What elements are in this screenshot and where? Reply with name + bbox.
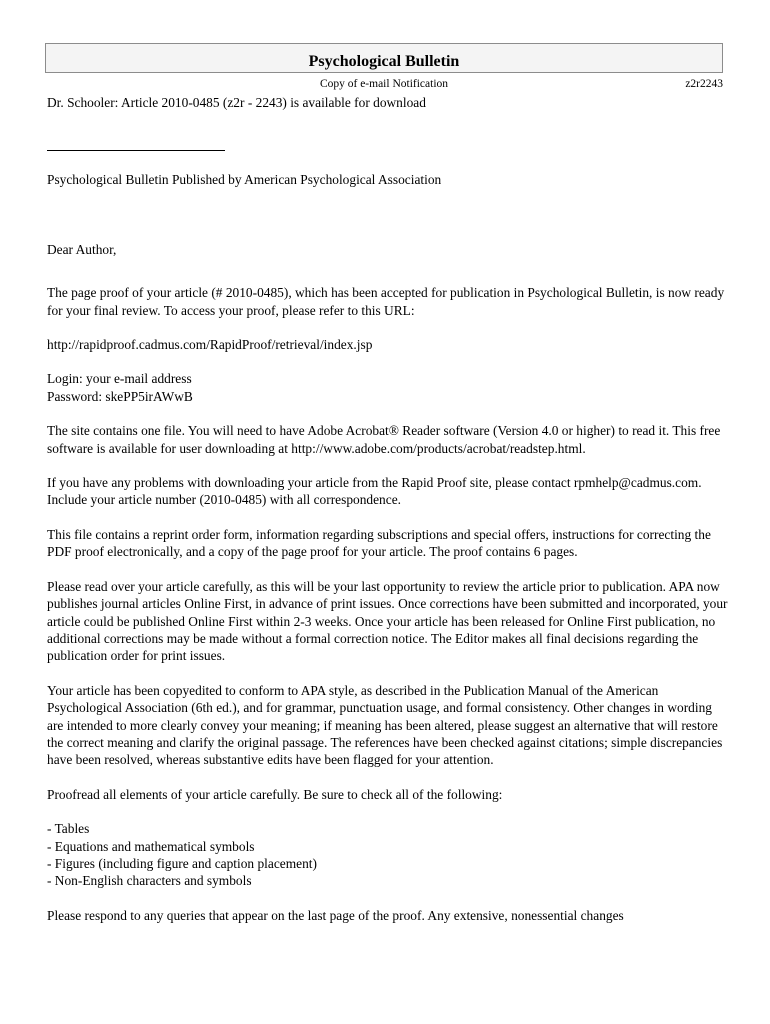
login-line: Login: your e-mail address <box>47 371 192 387</box>
checklist <box>47 820 729 890</box>
paragraph-copyedited: Your article has been copyedited to conform to APA style, as described in the Publication Manual of the American Psychological Association (6th ed.), and for grammar, punctuation usage, and formal consistency. Other changes in wording are intended to more clearly convey your meaning; if meaning has been altered, please suggest an alternative that will restore the correct meaning and clarify the original passage. The references have been checked against citations; simple discrepancies have been resolved, whereas substantive edits have been flagged for your attention. <box>47 682 723 768</box>
paragraph-proofread: Proofread all elements of your article carefully. Be sure to check all of the following: <box>47 786 503 802</box>
proof-url-link[interactable]: http://rapidproof.cadmus.com/RapidProof/retrieval/index.jsp <box>47 337 373 353</box>
reference-code: z2r2243 <box>685 78 723 90</box>
paragraph-read-carefully: Please read over your article carefully, as this will be your last opportunity to review the article prior to publication. APA now publishes journal articles Online First, in advance of print issues. Once corrections have been submitted and incorporated, your article could be published Online First within 2-3 weeks. Once your article has been released for Online First publication, no additional corrections may be made without a formal correction notice. The Editor makes all final decisions regarding the publication order for print issues. <box>47 578 728 664</box>
publisher-line: Psychological Bulletin Published by American Psychological Association <box>47 172 442 188</box>
paragraph-software: The site contains one file. You will need to have Adobe Acrobat® Reader software (Version 4.0 or higher) to read it. This free software is available for user downloading at http://www.adobe.com/products/acrobat/readstep.html. <box>47 423 721 456</box>
divider <box>47 150 225 151</box>
list-item: - Figures (including figure and caption placement) <box>47 855 317 871</box>
email-body <box>47 94 729 924</box>
paragraph-file-contents: This file contains a reprint order form, information regarding subscriptions and special offers, instructions for correcting the PDF proof electronically, and a copy of the page proof for your article. The proof contains 6 pages. <box>47 526 711 560</box>
salutation: Dear Author, <box>47 241 117 257</box>
paragraph-problems: If you have any problems with downloading your article from the Rapid Proof site, please contact rpmhelp@cadmus.com. Include your article number (2010-0485) with all correspondence. <box>47 475 702 508</box>
password-line: Password: skePP5irAWwB <box>47 388 193 404</box>
notification-label: Copy of e-mail Notification <box>319 78 449 90</box>
subject-line: Dr. Schooler: Article 2010-0485 (z2r - 2243) is available for download <box>47 95 426 110</box>
list-item: - Equations and mathematical symbols <box>47 838 255 854</box>
page-title: Psychological Bulletin <box>308 53 460 70</box>
paragraph-proof-ready: The page proof of your article (# 2010-0485), which has been accepted for publication in Psychological Bulletin, is now ready for your final review. To access your proof, please refer to this URL: <box>47 285 725 318</box>
list-item: - Tables <box>47 821 90 837</box>
paragraph-queries: Please respond to any queries that appear on the last page of the proof. Any extensive, nonessential changes <box>47 907 624 923</box>
list-item: - Non-English characters and symbols <box>47 873 252 889</box>
